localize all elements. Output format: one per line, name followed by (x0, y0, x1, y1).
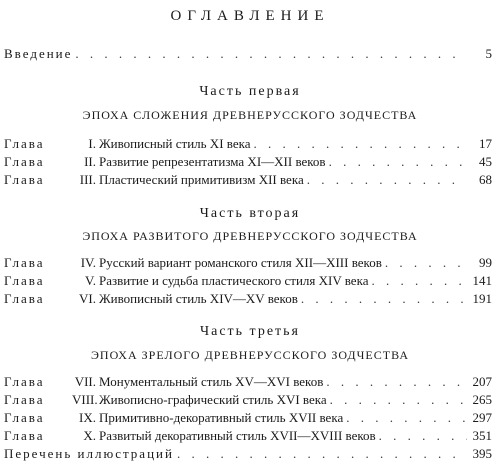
part-epoch: ЭПОХА ЗРЕЛОГО ДРЕВНЕРУССКОГО ЗОДЧЕСТВА (90, 348, 409, 362)
dot-leader (301, 291, 467, 307)
dot-leader (379, 428, 467, 444)
chapter-number: IX. (79, 410, 96, 425)
chapter-number: X. (83, 428, 96, 443)
toc-entry-chapter[interactable] (4, 291, 492, 308)
chapter-title: Русский вариант романского стиля XII—XIII веков (99, 255, 382, 270)
chapter-number: VI. (79, 291, 96, 306)
chapter-number: VIII. (72, 392, 98, 407)
chapter-word: Глава (4, 374, 45, 389)
chapter-title: Развитие и судьба пластического стиля XIV века (99, 273, 369, 288)
chapter-number: II. (84, 154, 96, 169)
toc-page-number: 265 (472, 392, 492, 407)
chapter-title: Примитивно-декоративный стиль XVII века (99, 410, 344, 425)
toc-entry-chapter[interactable] (4, 428, 492, 445)
chapter-word: Глава (4, 136, 45, 151)
toc-entry-chapter[interactable] (4, 374, 492, 391)
chapter-title: Монументальный стиль XV—XVI веков (99, 374, 324, 389)
chapter-word: Глава (4, 392, 45, 407)
chapter-number: III. (79, 172, 96, 187)
toc-page-number: 5 (485, 46, 492, 61)
chapter-word: Глава (4, 273, 45, 288)
toc-page-number: 207 (472, 374, 492, 389)
part-title: Часть вторая (199, 206, 301, 221)
toc-page-number: 395 (472, 446, 492, 461)
chapter-word: Глава (4, 172, 45, 187)
toc-entry-chapter[interactable] (4, 154, 492, 171)
dot-leader (326, 374, 467, 390)
dot-leader (385, 255, 467, 271)
chapter-number: VII. (74, 374, 96, 389)
chapter-word: Глава (4, 428, 45, 443)
dot-leader (254, 136, 468, 152)
part-title: Часть первая (199, 84, 301, 99)
toc-page-number: 99 (479, 255, 492, 270)
page-title: ОГЛАВЛЕНИЕ (170, 8, 330, 24)
chapter-title: Живописный стиль XI века (99, 136, 251, 151)
toc-page-number: 191 (472, 291, 492, 306)
chapter-title: Живописный стиль XIV—XV веков (99, 291, 298, 306)
part-epoch: ЭПОХА РАЗВИТОГО ДРЕВНЕРУССКОГО ЗОДЧЕСТВА (82, 229, 418, 243)
dot-leader (307, 172, 467, 188)
part-epoch: ЭПОХА СЛОЖЕНИЯ ДРЕВНЕРУССКОГО ЗОДЧЕСТВА (82, 108, 418, 122)
toc-page-number: 297 (472, 410, 492, 425)
toc-page-number: 351 (472, 428, 492, 443)
chapter-number: V. (85, 273, 96, 288)
dot-leader (346, 410, 467, 426)
part-title: Часть третья (200, 324, 300, 339)
toc-page-number: 45 (479, 154, 492, 169)
chapter-word: Глава (4, 291, 45, 306)
chapter-title: Живописно-графический стиль XVI века (99, 392, 327, 407)
dot-leader (371, 273, 467, 289)
chapter-number: IV. (80, 255, 96, 270)
toc-entry-chapter[interactable] (4, 255, 492, 272)
toc-entry-illustrations[interactable] (4, 446, 492, 463)
toc-page-number: 68 (479, 172, 492, 187)
dot-leader (329, 154, 467, 170)
toc-entry-intro[interactable] (4, 46, 492, 63)
dot-leader (177, 446, 467, 462)
toc-entry-chapter[interactable] (4, 273, 492, 290)
toc-entry-chapter[interactable] (4, 392, 492, 409)
chapter-word: Глава (4, 154, 45, 169)
toc-page-number: 17 (479, 136, 492, 151)
toc-page-number: 141 (472, 273, 492, 288)
chapter-word: Глава (4, 410, 45, 425)
chapter-word: Глава (4, 255, 45, 270)
chapter-title: Пластический примитивизм XII века (99, 172, 304, 187)
chapter-title: Развитый декоративный стиль XVII—XVIII веков (99, 428, 376, 443)
toc-entry-chapter[interactable] (4, 136, 492, 153)
toc-entry-label: Перечень иллюстраций (4, 446, 174, 461)
toc-entry-chapter[interactable] (4, 172, 492, 189)
chapter-title: Развитие репрезентатизма XI—XII веков (99, 154, 326, 169)
dot-leader (330, 392, 467, 408)
chapter-number: I. (88, 136, 96, 151)
dot-leader (75, 46, 467, 62)
toc-entry-label: Введение (4, 46, 73, 61)
toc-entry-chapter[interactable] (4, 410, 492, 427)
